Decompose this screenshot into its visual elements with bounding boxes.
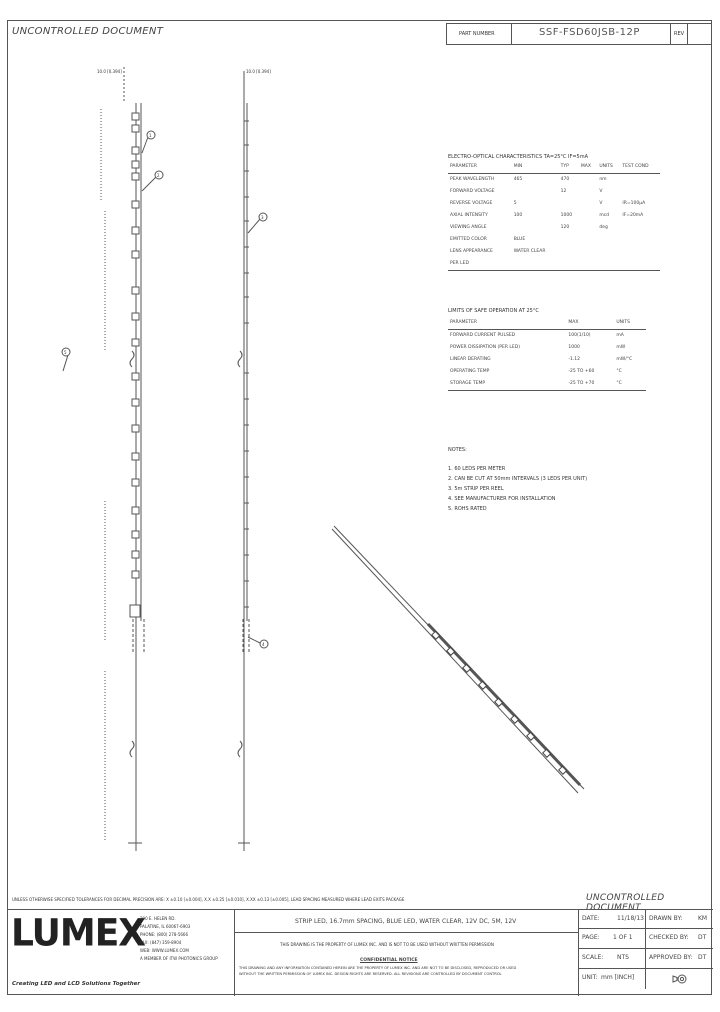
limits-col-units: UNITS xyxy=(614,317,646,330)
table-row: POWER DISSIPATION (PER LED) 1000 mW xyxy=(450,345,626,350)
limits-header-row xyxy=(448,317,646,330)
table-row: EMITTED COLOR BLUE xyxy=(450,237,526,242)
limits-table xyxy=(448,317,646,391)
notice-line-2: WITHOUT THE WRITTEN PERMISSION OF LUMEX INC. DESIGN RIGHTS ARE RESERVED. ALL REVISIONS ARE CONTROLLED BY DOCUMENT CONTROL xyxy=(239,972,502,976)
callout-3: 3 xyxy=(261,215,264,220)
table-row: AXIAL INTENSITY 100 1000 mcd IF=20mA xyxy=(450,213,644,218)
table-row: PER LED xyxy=(448,258,660,271)
notice-line-1: THIS DRAWING AND ANY INFORMATION CONTAINED HEREIN ARE THE PROPERTY OF LUMEX INC. AND ARE NOT TO BE DISCLOSED, REPRODUCED OR USED xyxy=(239,966,517,970)
eo-col-min: MIN xyxy=(512,161,559,174)
eo-col-typ: TYP xyxy=(559,161,579,174)
date-label: DATE: xyxy=(582,915,600,922)
scale-cell xyxy=(579,949,646,969)
strip-drawing xyxy=(8,21,713,891)
approved-cell xyxy=(646,949,713,969)
projection-cell xyxy=(646,969,713,989)
address-line: A MEMBER OF ITW PHOTONICS GROUP xyxy=(140,956,218,961)
list-item: 1. 60 LEDS PER METER xyxy=(448,466,506,472)
notes-list xyxy=(448,466,587,512)
address-line: 290 E. HELEN RD. xyxy=(140,916,176,921)
eo-title: ELECTRO-OPTICAL CHARACTERISTICS TA=25°C IF=5mA xyxy=(448,154,589,160)
page-cell xyxy=(579,929,646,949)
notice-title: CONFIDENTIAL NOTICE xyxy=(360,958,418,963)
table-row: FORWARD CURRENT PULSED 100(1/10) mA xyxy=(450,333,624,338)
table-row: STORAGE TEMP -25 TO +70 °C xyxy=(448,378,646,391)
limits-col-max: MAX xyxy=(566,317,614,330)
date-cell xyxy=(579,909,646,929)
scale-label: SCALE: xyxy=(582,954,604,961)
table-row: VIEWING ANGLE 120 deg xyxy=(450,225,608,230)
description-block xyxy=(234,909,579,996)
limits-title: LIMITS OF SAFE OPERATION AT 25°C xyxy=(448,308,539,314)
limits-col-parameter: PARAMETER xyxy=(448,317,566,330)
eo-col-max: MAX xyxy=(579,161,597,174)
callout-4: 4 xyxy=(262,642,265,647)
table-row: PEAK WAVELENGTH 465 470 nm xyxy=(450,177,607,182)
watermark-bottom: UNCONTROLLED DOCUMENT xyxy=(586,893,665,913)
checked-label: CHECKED BY: xyxy=(649,934,689,941)
eo-col-units: UNITS xyxy=(597,161,620,174)
watermark-top: UNCONTROLLED DOCUMENT xyxy=(12,26,164,37)
list-item: 3. 5m STRIP PER REEL xyxy=(448,486,504,492)
drawn-value: KM xyxy=(698,915,708,922)
list-item: 2. CAN BE CUT AT 50mm INTERVALS (3 LEDS PER UNIT) xyxy=(448,476,588,482)
checked-cell xyxy=(646,929,713,949)
company-address xyxy=(140,916,218,961)
page-label: PAGE: xyxy=(582,934,600,941)
callout-5: 5 xyxy=(64,350,67,355)
approved-label: APPROVED BY: xyxy=(649,954,693,961)
unit-label: UNIT: xyxy=(582,974,598,981)
right-top-dimension: 10.0 [0.394] xyxy=(246,69,271,74)
page-value: 1 OF 1 xyxy=(613,934,633,941)
scale-value: NTS xyxy=(617,954,629,961)
callout-1: 1 xyxy=(149,133,152,138)
notes-title: NOTES: xyxy=(448,447,467,453)
logo-wrap xyxy=(11,911,146,973)
date-value: 11/18/13 xyxy=(617,915,644,922)
unit-cell xyxy=(579,969,646,989)
callout-2: 2 xyxy=(157,173,160,178)
eo-col-parameter: PARAMETER xyxy=(448,161,512,174)
checked-value: DT xyxy=(698,934,707,941)
table-row: OPERATING TEMP -25 TO +60 °C xyxy=(450,369,622,374)
proprietary-text: THIS DRAWING IS THE PROPERTY OF LUMEX INC. AND IS NOT TO BE USED WITHOUT WRITTEN PERMISSION xyxy=(280,942,494,947)
approved-value: DT xyxy=(698,954,707,961)
list-item: 5. ROHS RATED xyxy=(448,506,487,512)
table-row: REVERSE VOLTAGE 5 V IR=100μA xyxy=(450,201,646,206)
list-item: 4. SEE MANUFACTURER FOR INSTALLATION xyxy=(448,496,556,502)
unit-value: mm [INCH] xyxy=(601,974,635,981)
address-line: PHONE: (800) 278-5666 xyxy=(140,932,188,937)
address-line: WEB: WWW.LUMEX.COM xyxy=(140,948,189,953)
lumex-logo: LUMEX xyxy=(11,911,146,956)
table-row: LENS APPEARANCE WATER CLEAR xyxy=(450,249,546,254)
eo-col-test: TEST COND xyxy=(620,161,660,174)
projection-symbol-icon xyxy=(672,973,688,985)
address-line: PALATINE, IL 60067-6903 xyxy=(140,924,191,929)
company-tagline: Creating LED and LCD Solutions Together xyxy=(12,981,141,987)
drawn-cell xyxy=(646,909,713,929)
part-number: SSF-FSD60JSB-12P xyxy=(539,27,640,38)
address-line: FAX: (847) 359-8904 xyxy=(140,940,182,945)
drawn-label: DRAWN BY: xyxy=(649,915,683,922)
tolerance-text: UNLESS OTHERWISE SPECIFIED TOLERANCES FOR DECIMAL PRECISION ARE: X ±0.10 [±0.004], X.X ±0.25 [±0.010], X.XX ±0.13 [±0.005], LEAD SPACING MEASURED WHERE LEAD EXITS PACKAGE xyxy=(12,897,405,902)
eo-header-row xyxy=(448,161,660,174)
eo-table xyxy=(448,161,660,271)
description: STRIP LED, 16.7mm SPACING, BLUE LED, WATER CLEAR, 12V DC, 5M, 12V xyxy=(295,918,517,925)
rev-label: REV xyxy=(674,31,685,37)
table-row: FORWARD VOLTAGE 12 V xyxy=(450,189,603,194)
left-top-dimension: 10.0 [0.394] xyxy=(97,69,122,74)
drawing-sheet xyxy=(7,20,712,995)
table-row: LINEAR DERATING -1.12 mW/°C xyxy=(450,357,633,362)
part-number-label: PART NUMBER xyxy=(459,31,495,37)
